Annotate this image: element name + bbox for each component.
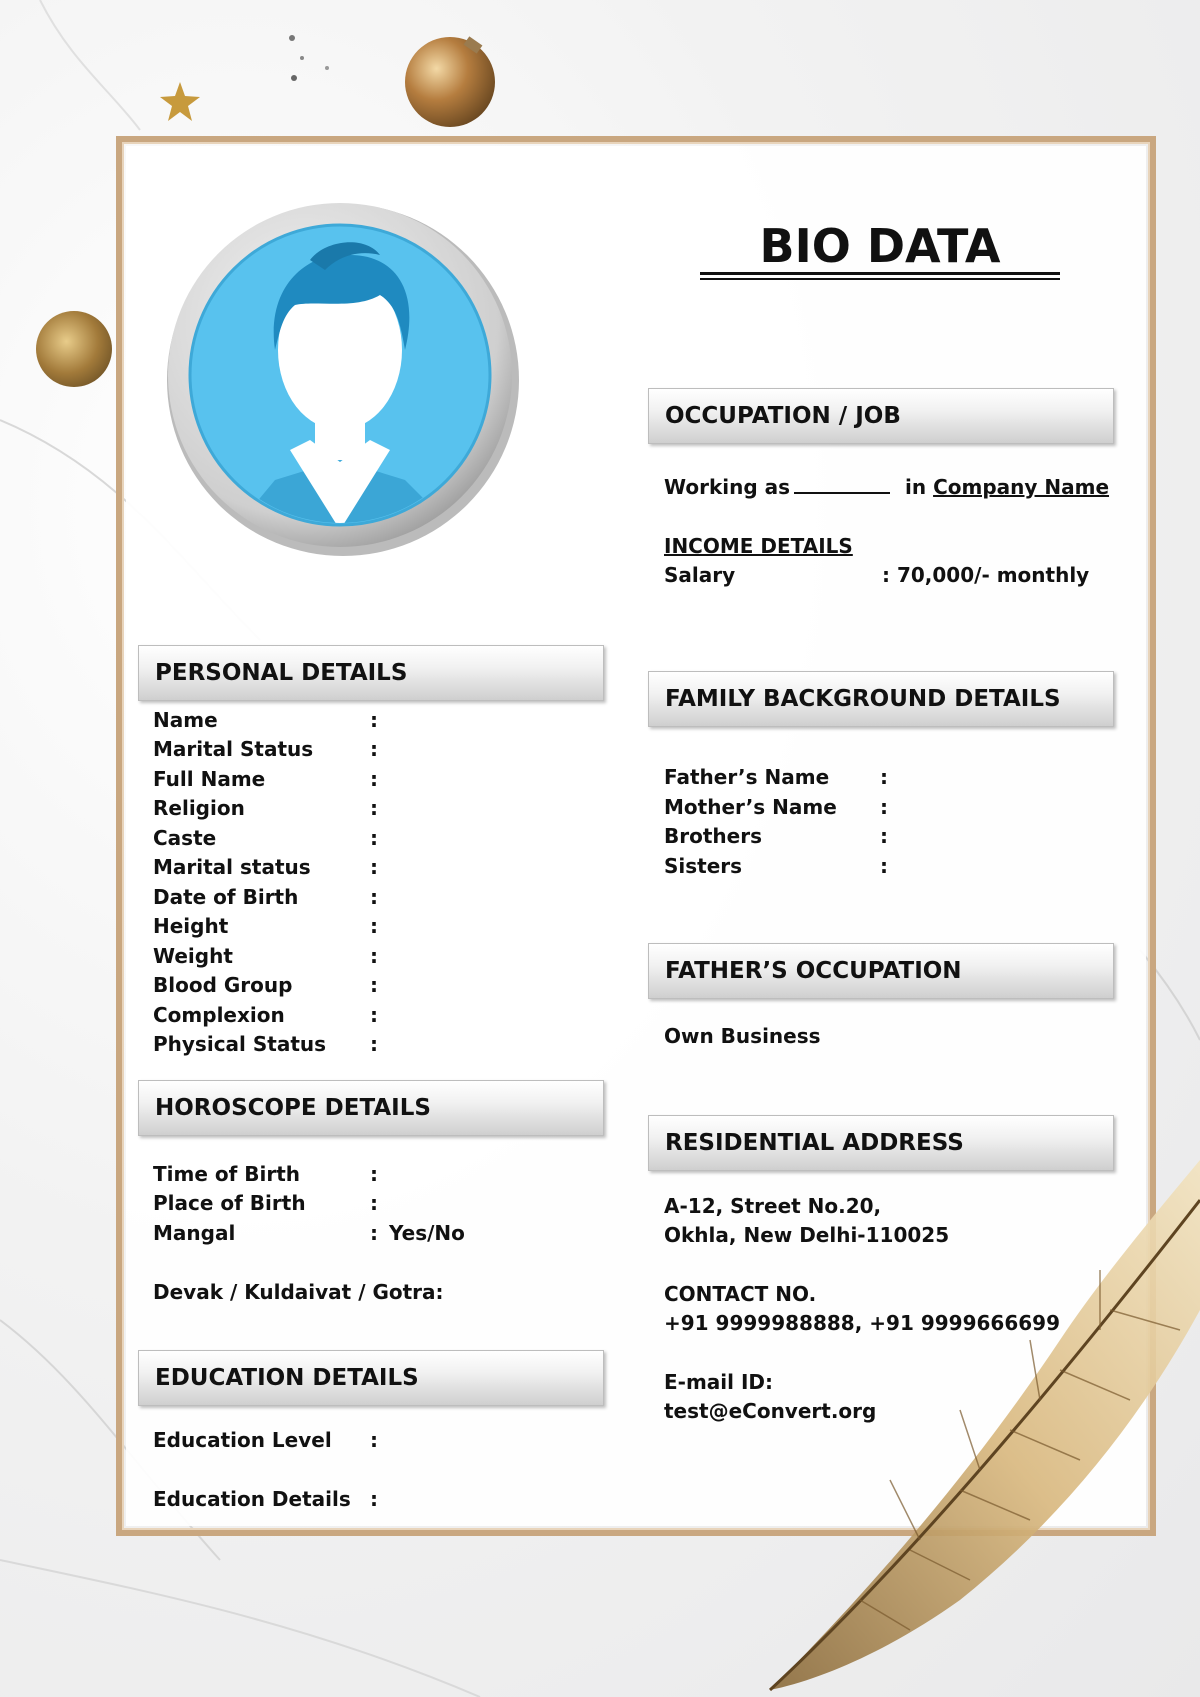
residential-address-header: RESIDENTIAL ADDRESS — [648, 1115, 1114, 1171]
address-line-2: Okhla, New Delhi-110025 — [664, 1223, 950, 1247]
job-title-blank — [794, 476, 890, 494]
address-line-1: A-12, Street No.20, — [664, 1194, 882, 1218]
working-as-label: Working as — [664, 475, 791, 499]
gold-star-icon — [158, 80, 202, 124]
gold-bauble-ornament — [395, 30, 510, 130]
page-title: BIO DATA — [700, 222, 1060, 275]
gold-glitter-ornament — [28, 305, 118, 391]
in-label: in — [905, 475, 927, 499]
personal-details-header: PERSONAL DETAILS — [138, 645, 604, 701]
salary-value: : 70,000/- monthly — [882, 563, 1090, 587]
gold-sparkles — [282, 28, 372, 88]
working-as-line — [664, 475, 1109, 499]
horoscope-details-header: HOROSCOPE DETAILS — [138, 1080, 604, 1136]
income-details-heading: INCOME DETAILS — [664, 534, 853, 558]
fathers-occupation-header: FATHER’S OCCUPATION — [648, 943, 1114, 999]
fathers-occupation-value: Own Business — [664, 1024, 821, 1048]
family-background-header: FAMILY BACKGROUND DETAILS — [648, 671, 1114, 727]
contact-label: CONTACT NO. — [664, 1282, 817, 1306]
company-name: Company Name — [933, 475, 1110, 499]
profile-avatar — [165, 200, 525, 560]
occupation-header: OCCUPATION / JOB — [648, 388, 1114, 444]
gotra-label: Devak / Kuldaivat / Gotra: — [153, 1280, 444, 1304]
email-value: test@eConvert.org — [664, 1399, 877, 1423]
email-label: E-mail ID: — [664, 1370, 774, 1394]
contact-value: +91 9999988888, +91 9999666699 — [664, 1311, 1060, 1335]
education-details-header: EDUCATION DETAILS — [138, 1350, 604, 1406]
salary-label: Salary — [664, 563, 736, 587]
